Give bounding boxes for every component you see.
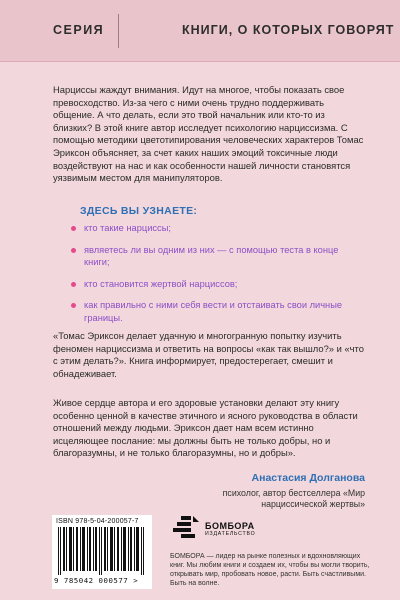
- bullet-dot-icon: [71, 248, 76, 253]
- review-quote-part1: «Томас Эриксон делает удачную и многогранную попытку изучить феномен нарциссизма и ответить на вопросы «как так вышло?» и «что с этим делать?». Книга информирует, предостерегает, смешит и обнадеживает.: [53, 330, 364, 379]
- bullet-dot-icon: [71, 282, 76, 287]
- learn-item: [71, 222, 351, 235]
- learn-item-text: кто такие нарциссы;: [84, 223, 171, 233]
- series-name: КНИГИ, О КОТОРЫХ ГОВОРЯТ: [182, 23, 395, 37]
- series-divider: [118, 14, 119, 48]
- learn-item-text: как правильно с ними себя вести и отстаивать свои личные границы.: [84, 300, 343, 323]
- series-label: СЕРИЯ: [53, 23, 105, 37]
- learn-item-text: кто становится жертвой нарциссов;: [84, 278, 238, 289]
- intro-paragraph: Нарциссы жаждут внимания. Идут на многое, чтобы показать свое превосходство. Из-за чего с ними очень трудно поддерживать общение. А что делать, если это твой начальник или кто-то из близких? В этой книге автор исследует психологию нарциссизма. С помощью методики цветотипирования человеческих характеров Томас Эриксон объясняет, за счет каких наших эмоций токсичные люди воздействуют на нас и как особенности нашей личности становятся уязвимым местом для манипуляторов.: [53, 84, 364, 184]
- barcode-digits: 9 785042 000577 >: [54, 576, 139, 585]
- learn-item-text: являетесь ли вы одним из них — с помощью теста в конце книги;: [84, 244, 339, 268]
- barcode-icon: [56, 527, 148, 575]
- learn-item: [71, 299, 351, 324]
- publisher-name: БОМБОРА: [205, 521, 255, 531]
- bullet-dot-icon: [71, 226, 76, 231]
- publisher-blurb: БОМБОРА — лидер на рынке полезных и вдохновляющих книг. Мы любим книги и создаем их, чтобы вы могли творить, открывать мир, пробовать новое, расти. Быть счастливыми. Быть на волне.: [170, 553, 370, 587]
- learn-heading: ЗДЕСЬ ВЫ УЗНАЕТЕ:: [80, 205, 198, 217]
- learn-list: [71, 222, 351, 334]
- publisher-subtitle: ИЗДАТЕЛЬСТВО: [205, 531, 256, 537]
- learn-item: [71, 244, 351, 269]
- review-quote-part2: Живое сердце автора и его здоровые установки делают эту книгу особенно ценной в качестве этичного и ясного руководства в области отношений между людьми. Эриксон дает нам всем истинно исцеляющее послание: мы должны быть не только добры, но и благоразумны, и не только благоразумны, но и добры».: [53, 397, 358, 459]
- isbn-label: ISBN 978-5-04-200057-7: [56, 518, 139, 525]
- review-author-name: Анастасия Долганова: [251, 472, 365, 484]
- learn-item: [71, 278, 351, 291]
- publisher-logo-icon: [170, 514, 202, 542]
- series-banner: [0, 0, 400, 62]
- bullet-dot-icon: [71, 303, 76, 308]
- review-author-role: психолог, автор бестселлера «Мир нарциссической жертвы»: [222, 488, 365, 510]
- isbn-barcode: [52, 515, 152, 589]
